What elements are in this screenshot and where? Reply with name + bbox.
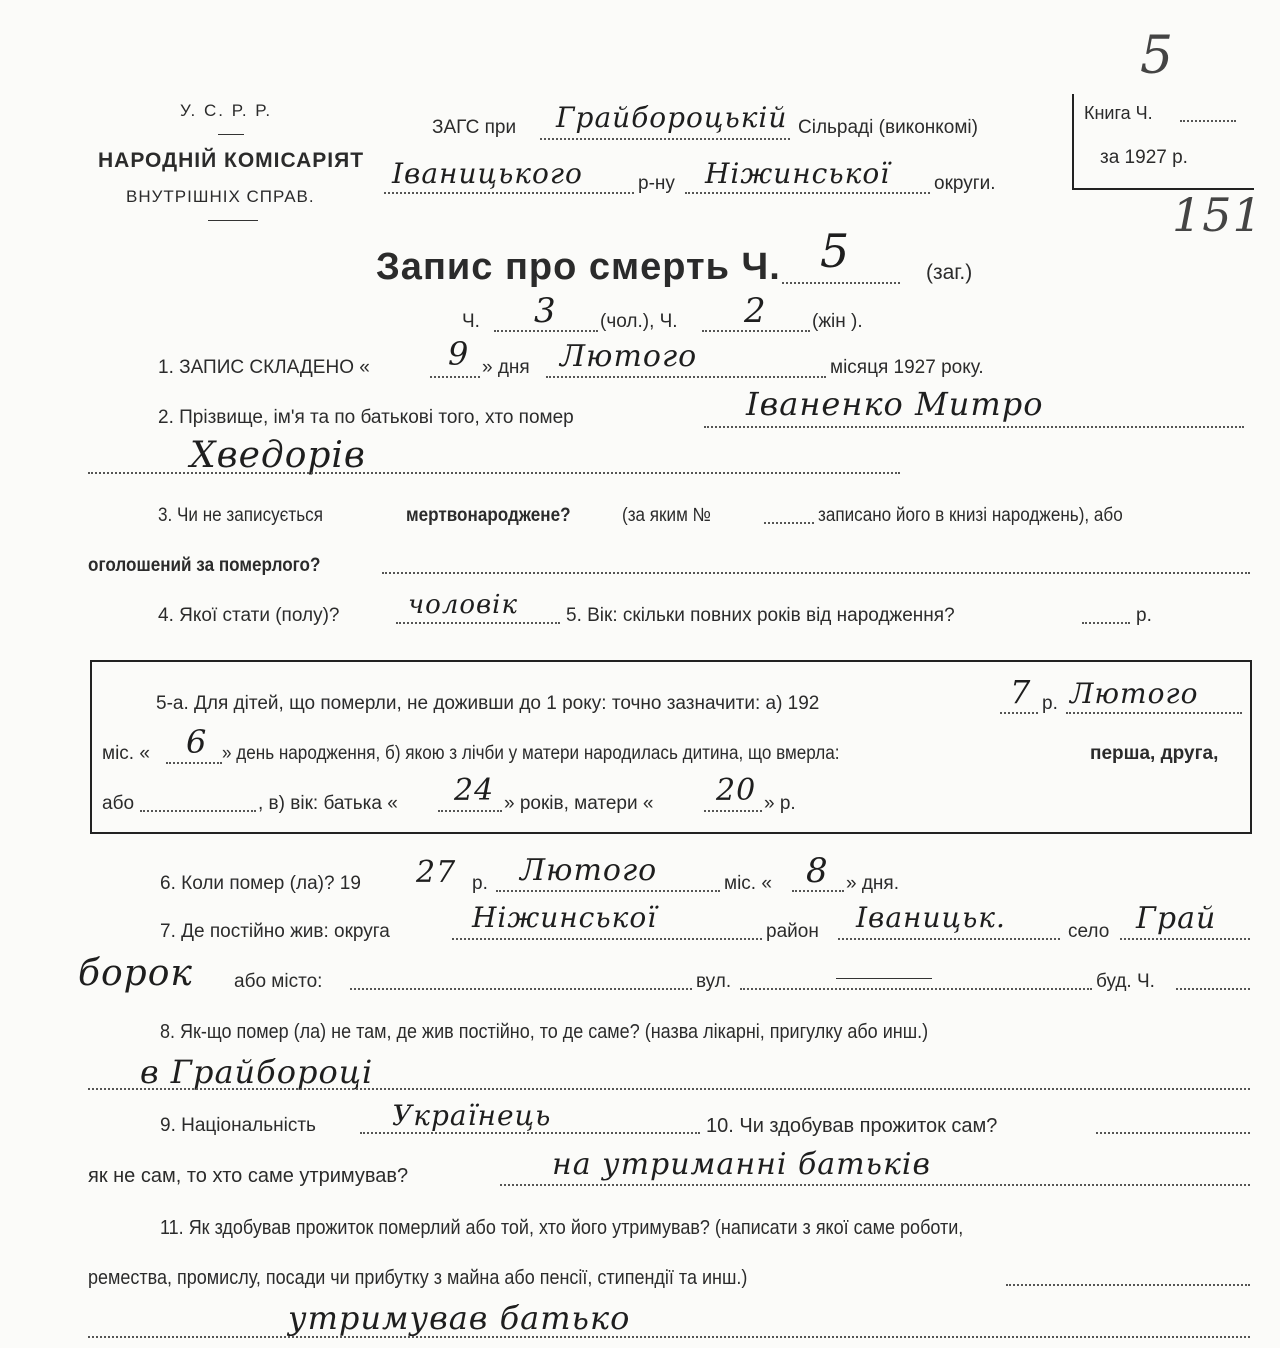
zags-village-hw: Грайбороцькій [556, 101, 788, 134]
male-count-label: (чол.), Ч. [600, 311, 678, 332]
item10-keeper-dots [500, 1184, 1250, 1186]
item11-tail-dots [1006, 1284, 1250, 1286]
item3-tail: записано його в книзі народжень), або [818, 505, 1123, 526]
item3-label: 3. Чи не записується [158, 505, 323, 526]
female-count-dots [702, 330, 810, 332]
item7-selo-dots [1120, 938, 1250, 940]
commissariat-title: НАРОДНІЙ КОМІСАРІЯТ [98, 149, 365, 172]
item3-number-dots [764, 522, 814, 524]
item4-label: 4. Якої стати (полу)? [158, 605, 340, 626]
item5-years-unit: р. [1136, 605, 1152, 626]
item5a-day-hw: 6 [186, 723, 208, 761]
item7-label: 7. Де постійно жив: округа [160, 921, 390, 942]
item5-label: 5. Вік: скільки повних років від народження? [566, 605, 955, 626]
record-number-hw: 5 [820, 224, 851, 278]
record-title: Запис про смерть Ч. [376, 246, 781, 288]
item2-label: 2. Прізвище, ім'я та по батькові того, хто помер [158, 407, 574, 428]
item6-year-unit: р. [472, 873, 488, 894]
book-year: за 1927 р. [1100, 147, 1188, 168]
item7-city-dots [350, 988, 692, 990]
item6-month-hw: Лютого [520, 853, 658, 888]
item9-nat-dots [360, 1132, 700, 1134]
item5a-month-hw: Лютого [1070, 677, 1199, 710]
item1-day-dots [430, 376, 480, 378]
item1-day-hw: 9 [448, 335, 470, 373]
item9-nat-hw: Українець [392, 1099, 552, 1132]
zags-prefix: ЗАГС при [432, 117, 517, 138]
item6-month-dots [496, 890, 720, 892]
item7-street-strike [836, 978, 932, 979]
item6-month-label: міс. « [724, 873, 772, 894]
item7-house-label: буд. Ч. [1096, 971, 1155, 992]
item7-okruha-hw: Ніжинської [472, 901, 658, 934]
item11-answer-hw: утримував батько [288, 1299, 631, 1337]
item1-month-dots [546, 376, 826, 378]
okruha-dots [685, 192, 930, 194]
item8-place-dots [88, 1088, 1250, 1090]
item7-raion-hw: Іваницьк. [856, 901, 1006, 934]
item10-keeper-hw: на утриманні батьків [552, 1147, 931, 1182]
item7-street-label: вул. [696, 971, 732, 992]
item3-stillborn: мертвонароджене? [406, 505, 571, 526]
item6-label: 6. Коли помер (ла)? 19 [160, 873, 361, 894]
item1-label: 1. ЗАПИС СКЛАДЕНО « [158, 357, 370, 378]
female-count-hw: 2 [744, 291, 767, 331]
item5a-or-label: або [102, 793, 135, 814]
item5a-father-hw: 24 [454, 773, 495, 808]
item5-age-dots [1082, 622, 1130, 624]
item10-label: 10. Чи здобував прожиток сам? [706, 1115, 998, 1137]
item9-label: 9. Національність [160, 1115, 316, 1136]
item2-name-hw-2: Хведорів [190, 435, 366, 476]
item7-raion-dots [838, 938, 1060, 940]
zags-suffix: Сільраді (виконкомі) [798, 117, 978, 138]
item2-name-dots-1 [704, 426, 1244, 428]
item3-declared-dots [382, 572, 1250, 574]
item5a-label: 5-а. Для дітей, що померли, не доживши до 1 року: точно зазначити: а) 192 [156, 693, 820, 714]
item1-year: місяця 1927 року. [830, 357, 984, 378]
item5a-month-label: міс. « [102, 743, 150, 764]
item5a-father-label: , в) вік: батька « [258, 793, 398, 814]
item5a-mother-label: » років, матери « [504, 793, 654, 814]
male-count-dots [494, 330, 598, 332]
header-rule-2 [208, 220, 258, 221]
item4-sex-hw: чоловік [408, 590, 519, 620]
item1-day-close: » дня [482, 357, 530, 378]
item7-street-dots [740, 988, 1092, 990]
item5a-father-dots [438, 810, 502, 812]
item5a-mother-dots [704, 810, 762, 812]
item6-day-label: » дня. [846, 873, 899, 894]
item11-label-2: ремества, промислу, посади чи прибутку з майна або пенсії, стипендії та инш.) [88, 1267, 748, 1289]
item11-label-1: 11. Як здобував прожиток померлий або той, хто його утримував? (написати з якої саме роботи, [160, 1217, 964, 1239]
item1-month-hw: Лютого [560, 339, 698, 374]
item7-raion-label: район [766, 921, 819, 942]
item7-selo-hw-1: Грай [1136, 901, 1217, 936]
item10-keeper-label: як не сам, то хто саме утримував? [88, 1165, 409, 1187]
book-number-dots [1180, 120, 1236, 122]
item8-place-hw: в Грайбороці [140, 1053, 374, 1091]
item2-name-dots-2 [88, 472, 900, 474]
item5a-or-dots [140, 810, 256, 812]
item3-number-label: (за яким № [622, 505, 711, 526]
item7-selo-hw-2: борок [78, 953, 193, 994]
commissariat-subtitle: ВНУТРІШНІХ СПРАВ. [126, 187, 315, 206]
record-number-dots [782, 282, 900, 284]
zags-village-dots [540, 138, 790, 140]
item4-sex-dots [396, 622, 560, 624]
item7-okruha-dots [452, 938, 762, 940]
raion-hw: Іваницького [392, 157, 583, 190]
item6-day-hw: 8 [806, 851, 829, 891]
item5a-year-hw: 7 [1010, 673, 1032, 711]
item11-answer-dots [88, 1336, 1250, 1338]
item7-house-dots [1176, 988, 1250, 990]
item5a-month-dots [1066, 712, 1242, 714]
item5a-mother-hw: 20 [716, 773, 757, 808]
item10-answer-dots [1096, 1132, 1250, 1134]
item6-year-hw: 27 [416, 855, 457, 890]
item6-day-dots [792, 890, 844, 892]
item5a-order-options: перша, друга, [1090, 743, 1219, 764]
item3-declared-dead: оголошений за померлого? [88, 555, 321, 576]
count-ch-label: Ч. [462, 311, 480, 332]
item5a-day-dots [166, 762, 222, 764]
header-rule-1 [218, 134, 244, 135]
item7-city-label: або місто: [234, 971, 323, 992]
item5a-birth-order: » день народження, б) якою з лічби у матери народилась дитина, що вмерла: [222, 743, 840, 764]
ussr-label: У. С. Р. Р. [180, 101, 273, 120]
book-label: Книга Ч. [1084, 103, 1153, 123]
archive-number-top: 5 [1140, 26, 1175, 86]
record-title-suffix: (заг.) [926, 261, 973, 284]
item5a-year-unit: р. [1042, 693, 1058, 714]
raion-dots [384, 192, 634, 194]
item5a-mother-unit: » р. [764, 793, 796, 814]
male-count-hw: 3 [534, 291, 557, 331]
item7-selo-label: село [1068, 921, 1110, 942]
item5a-year-dots [1000, 712, 1038, 714]
item8-label: 8. Як-що помер (ла) не там, де жив постійно, то де саме? (назва лікарні, пригулку або инш.) [160, 1021, 929, 1043]
okruha-hw: Ніжинської [705, 157, 891, 190]
okruha-suffix: округи. [934, 173, 996, 194]
raion-suffix: р-ну [638, 173, 675, 194]
item2-name-hw-1: Іваненко Митро [746, 385, 1044, 423]
female-count-label: (жін ). [812, 311, 863, 332]
archive-number-side: 151 [1172, 188, 1263, 242]
